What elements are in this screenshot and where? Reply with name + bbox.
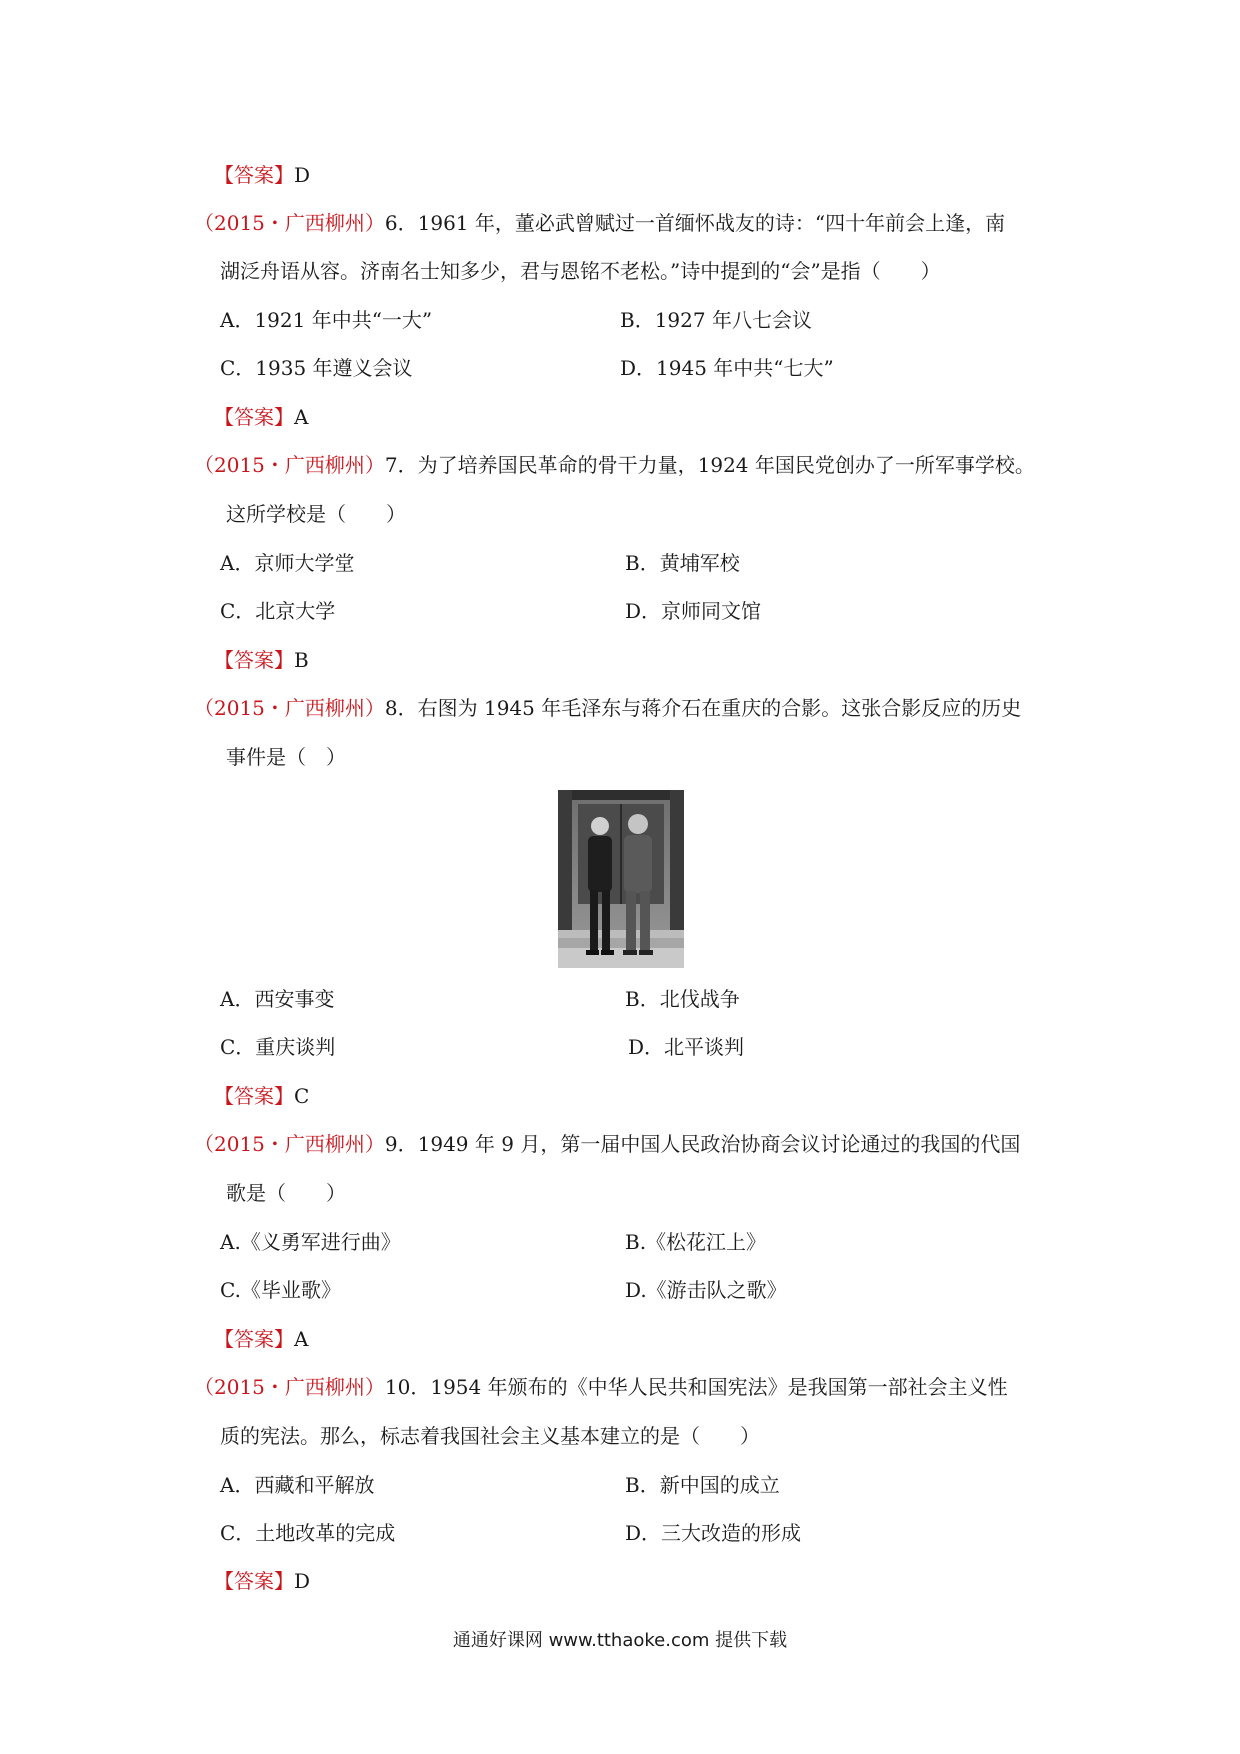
question-9-line-2: 歌是（ ） bbox=[226, 1181, 346, 1205]
q6-option-c: C．1935 年遵义会议 bbox=[220, 356, 413, 380]
q7-option-c: C．北京大学 bbox=[220, 599, 336, 623]
q10-option-d: D．三大改造的形成 bbox=[625, 1521, 802, 1545]
q9-option-a: A.《义勇军进行曲》 bbox=[220, 1230, 401, 1254]
answer-7: 【答案】B bbox=[214, 648, 309, 672]
q6-option-a: A．1921 年中共“一大” bbox=[220, 308, 433, 332]
q8-option-c: C．重庆谈判 bbox=[220, 1035, 336, 1059]
q8-option-b: B．北伐战争 bbox=[625, 987, 740, 1011]
question-6-line-1: （2015・广西柳州）6．1961 年，董必武曾赋过一首缅怀战友的诗：“四十年前会上逢，南 bbox=[194, 211, 1006, 235]
question-8-line-1: （2015・广西柳州）8．右图为 1945 年毛泽东与蒋介石在重庆的合影。这张合影反应的历史 bbox=[194, 696, 1022, 720]
question-6-line-2: 湖泛舟语从容。济南名士知多少，君与恩铭不老松。”诗中提到的“会”是指（ ） bbox=[220, 259, 941, 283]
q8-option-d: D．北平谈判 bbox=[628, 1035, 745, 1059]
q7-option-d: D．京师同文馆 bbox=[625, 599, 762, 623]
q10-option-c: C．土地改革的完成 bbox=[220, 1521, 396, 1545]
historical-photo bbox=[558, 790, 684, 968]
answer-5: 【答案】D bbox=[214, 163, 311, 187]
question-10-line-2: 质的宪法。那么，标志着我国社会主义基本建立的是（ ） bbox=[220, 1424, 760, 1448]
historical-photo-illustration bbox=[558, 790, 684, 968]
q6-option-b: B．1927 年八七会议 bbox=[620, 308, 812, 332]
q9-option-c: C.《毕业歌》 bbox=[220, 1278, 341, 1302]
q6-option-d: D．1945 年中共“七大” bbox=[620, 356, 834, 380]
answer-6: 【答案】A bbox=[214, 405, 309, 429]
page-footer: 通通好课网 www.tthaoke.com 提供下载 bbox=[452, 1630, 788, 1651]
question-8-line-2: 事件是（ ） bbox=[226, 745, 346, 769]
q9-option-d: D.《游击队之歌》 bbox=[625, 1278, 787, 1302]
question-9-line-1: （2015・广西柳州）9．1949 年 9 月，第一届中国人民政治协商会议讨论通过的我国的代国 bbox=[194, 1132, 1021, 1156]
q10-option-b: B．新中国的成立 bbox=[625, 1473, 780, 1497]
question-10-line-1: （2015・广西柳州）10．1954 年颁布的《中华人民共和国宪法》是我国第一部社会主义性 bbox=[194, 1375, 1008, 1399]
answer-9: 【答案】A bbox=[214, 1327, 309, 1351]
question-7-line-1: （2015・广西柳州）7．为了培养国民革命的骨干力量，1924 年国民党创办了一所军事学校。 bbox=[194, 453, 1035, 477]
q10-option-a: A．西藏和平解放 bbox=[220, 1473, 375, 1497]
q7-option-a: A．京师大学堂 bbox=[220, 551, 355, 575]
answer-8: 【答案】C bbox=[214, 1084, 310, 1108]
answer-10: 【答案】D bbox=[214, 1569, 311, 1593]
q7-option-b: B．黄埔军校 bbox=[625, 551, 740, 575]
question-7-line-2: 这所学校是（ ） bbox=[226, 502, 406, 526]
q8-option-a: A．西安事变 bbox=[220, 987, 335, 1011]
q9-option-b: B.《松花江上》 bbox=[625, 1230, 767, 1254]
